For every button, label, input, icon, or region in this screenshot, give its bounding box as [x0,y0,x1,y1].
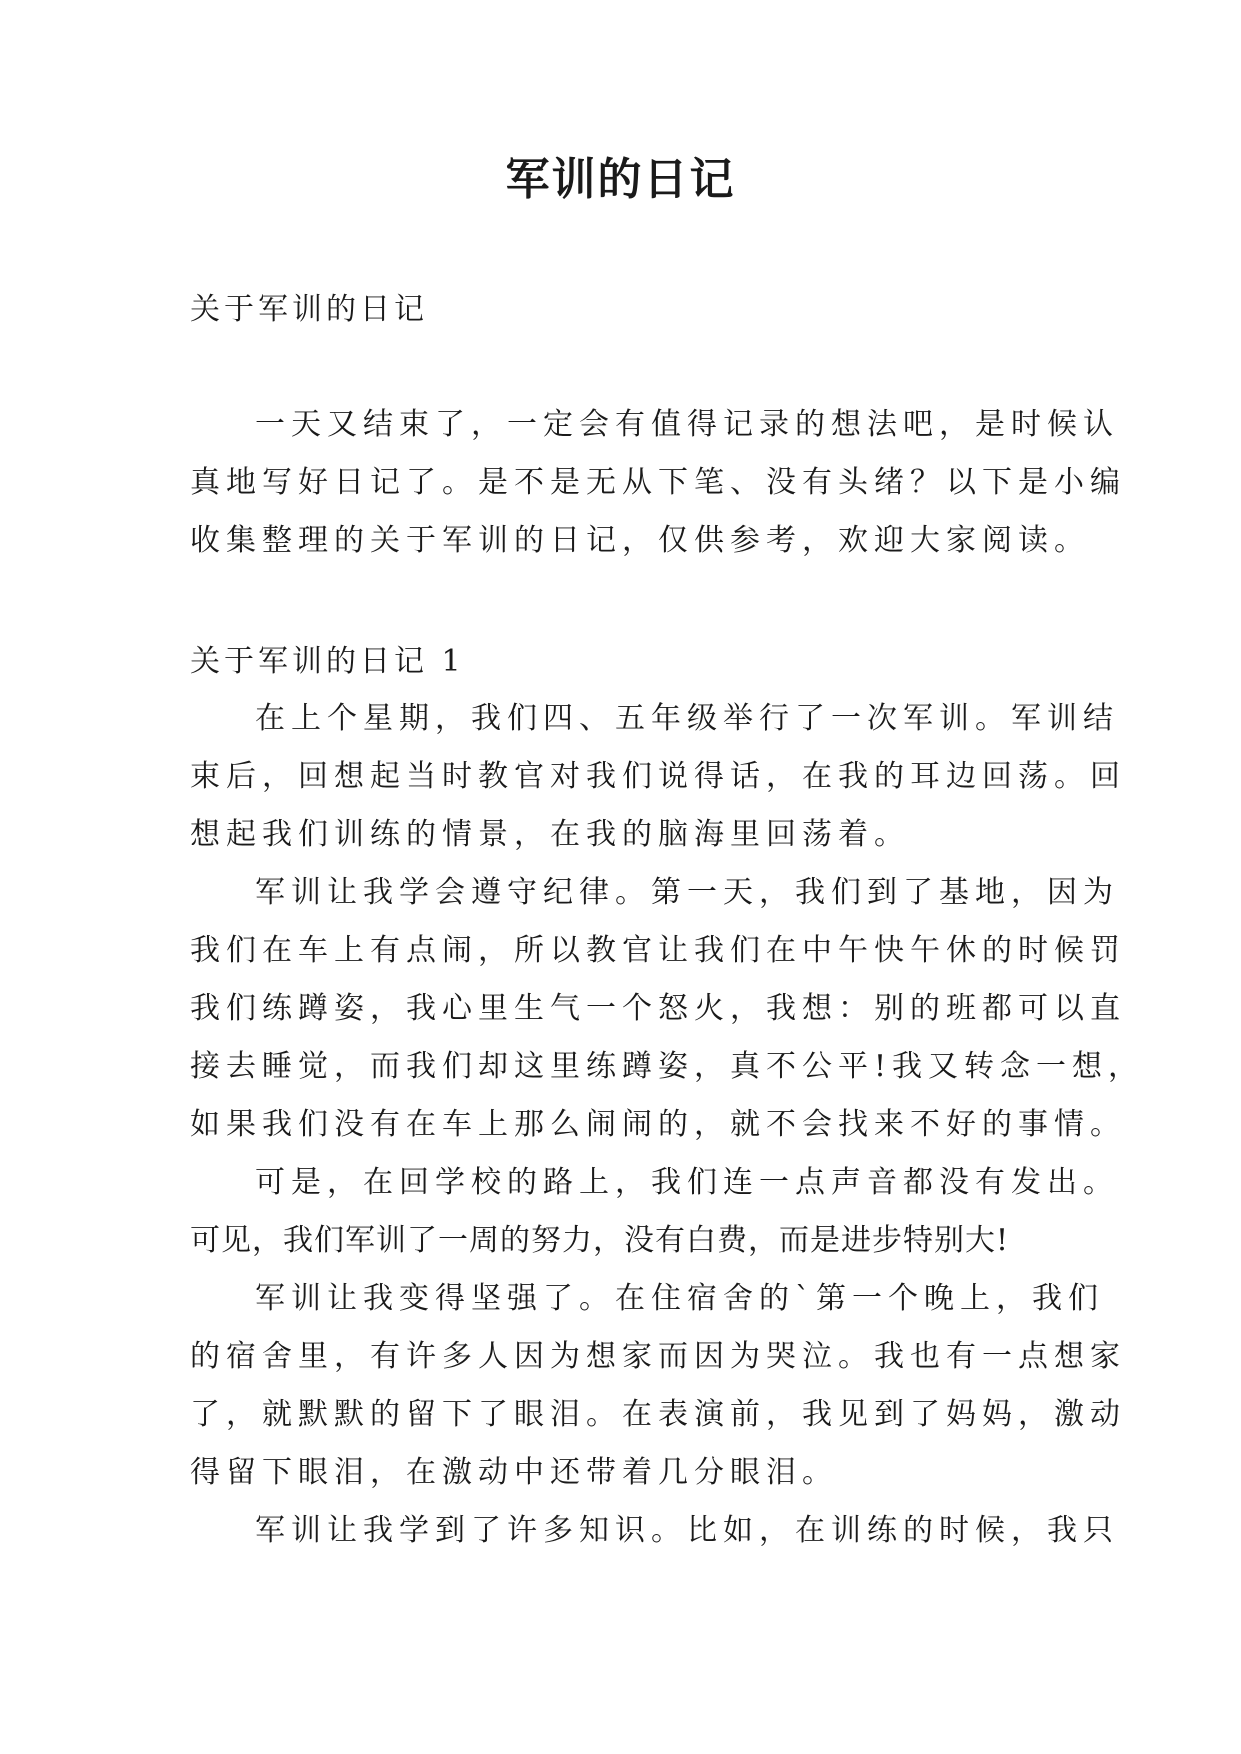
document-title: 军训的日记 [505,154,736,205]
intro-line: 一天又结束了，一定会有值得记录的想法吧，是时候认 [255,407,1119,442]
body-line: 在上个星期，我们四、五年级举行了一次军训。军训结 [255,701,1119,736]
body-line: 军训让我变得坚强了。在住宿舍的`第一个晚上，我们 [255,1281,1104,1316]
document-subtitle: 关于军训的日记 [190,292,428,327]
body-line: 如果我们没有在车上那么闹闹的，就不会找来不好的事情。 [190,1107,1126,1142]
body-line: 可是，在回学校的路上，我们连一点声音都没有发出。 [255,1165,1119,1200]
body-line: 我们练蹲姿，我心里生气一个怒火，我想：别的班都可以直 [190,991,1126,1026]
body-line: 了，就默默的留下了眼泪。在表演前，我见到了妈妈，激动 [190,1397,1126,1432]
body-line: 可见，我们军训了一周的努力，没有白费，而是进步特别大! [190,1223,1010,1258]
body-line: 我们在车上有点闹，所以教官让我们在中午快午休的时候罚 [190,933,1126,968]
intro-line: 真地写好日记了。是不是无从下笔、没有头绪？以下是小编 [190,465,1126,500]
body-line: 军训让我学会遵守纪律。第一天，我们到了基地，因为 [255,875,1119,910]
body-line: 束后，回想起当时教官对我们说得话，在我的耳边回荡。回 [190,759,1126,794]
body-line: 想起我们训练的情景，在我的脑海里回荡着。 [190,817,910,852]
body-line: 得留下眼泪，在激动中还带着几分眼泪。 [190,1455,838,1490]
intro-line: 收集整理的关于军训的日记，仅供参考，欢迎大家阅读。 [190,523,1090,558]
body-line: 军训让我学到了许多知识。比如，在训练的时候，我只 [255,1513,1119,1548]
body-line: 接去睡觉，而我们却这里练蹲姿，真不公平!我又转念一想， [190,1049,1145,1084]
section-heading: 关于军训的日记 1 [190,644,465,679]
body-line: 的宿舍里，有许多人因为想家而因为哭泣。我也有一点想家 [190,1339,1126,1374]
